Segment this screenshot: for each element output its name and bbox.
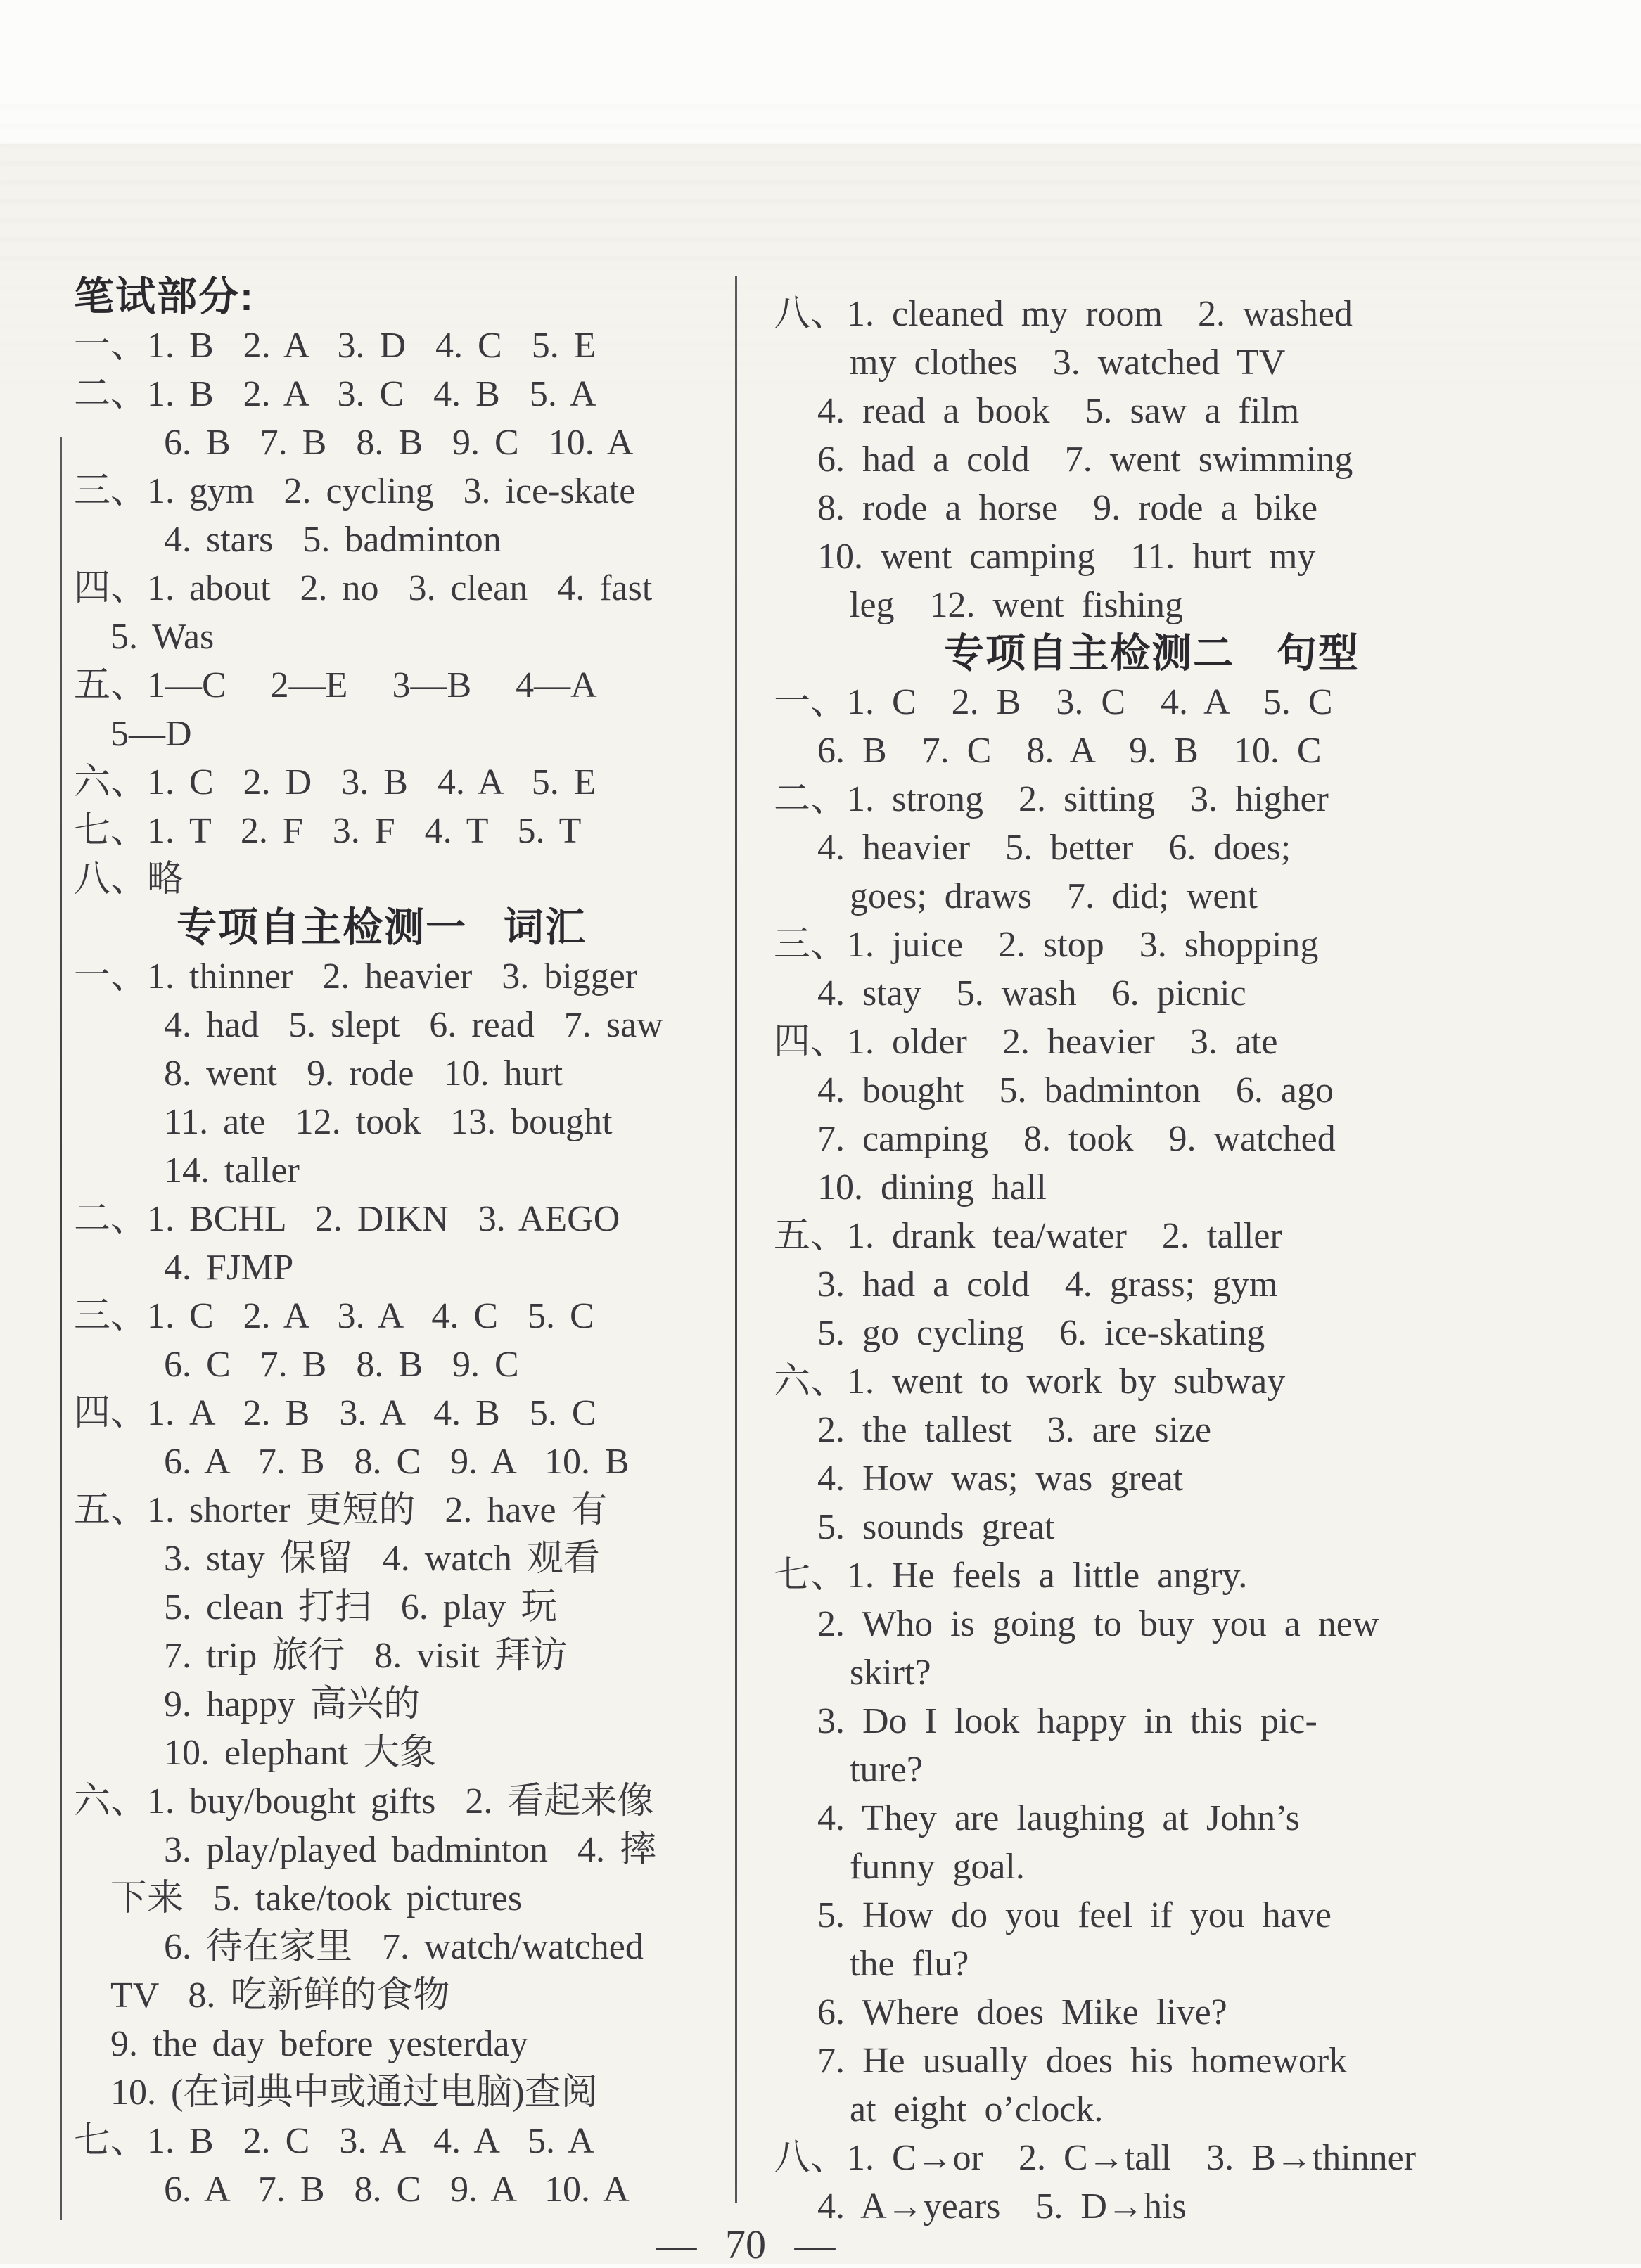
answer-line: goes; draws 7. did; went [850,876,1258,916]
answer-line: 6. A 7. B 8. C 9. A 10. A [164,2170,630,2210]
answer-line: 10. elephant 大象 [164,1733,437,1773]
answer-line: 5. go cycling 6. ice-skating [817,1313,1265,1353]
answer-line: 2. Who is going to buy you a new [817,1604,1379,1644]
answer-line: 4. read a book 5. saw a film [817,391,1300,431]
answer-line: 二、1. strong 2. sitting 3. higher [774,779,1329,819]
answer-line: 5. clean 打扫 6. play 玩 [164,1587,558,1627]
answer-line: 六、1. buy/bought gifts 2. 看起来像 [74,1781,654,1821]
answer-line: the flu? [850,1944,969,1984]
answer-line: 五、1. shorter 更短的 2. have 有 [74,1490,608,1530]
section-heading: 专项自主检测一 词汇 [177,905,587,950]
answer-line: 6. B 7. C 8. A 9. B 10. C [817,731,1322,771]
answer-line: 4. bought 5. badminton 6. ago [817,1070,1334,1110]
answer-line: 二、1. BCHL 2. DIKN 3. AEGO [74,1199,620,1239]
answer-line: 8. rode a horse 9. rode a bike [817,488,1318,528]
answer-line: 6. Where does Mike live? [817,1992,1227,2032]
section-heading: 专项自主检测二 句型 [944,631,1360,676]
answer-line: 2. the tallest 3. are size [817,1410,1212,1450]
answer-line: 11. ate 12. took 13. bought [164,1102,613,1142]
answer-line: 二、1. B 2. A 3. C 4. B 5. A [74,374,596,414]
answer-line: 5. sounds great [817,1507,1055,1547]
answer-line: 一、1. thinner 2. heavier 3. bigger [74,956,638,997]
answer-line: 七、1. B 2. C 3. A 4. A 5. A [74,2121,594,2161]
answer-line: skirt? [850,1653,931,1693]
answer-line: at eight o’clock. [850,2089,1104,2129]
answer-line: 四、1. about 2. no 3. clean 4. fast [74,568,653,608]
answer-line: TV 8. 吃新鲜的食物 [110,1975,450,2016]
column-divider-line [735,276,737,2203]
answer-line: 五、1. drank tea/water 2. taller [774,1216,1282,1256]
left-margin-line [60,437,62,2220]
answer-line: 6. A 7. B 8. C 9. A 10. B [164,1442,630,1482]
answer-line: 七、1. He feels a little angry. [774,1556,1248,1596]
answer-line: 4. had 5. slept 6. read 7. saw [164,1005,663,1045]
answer-line: 6. C 7. B 8. B 9. C [164,1345,519,1385]
answer-line: 4. stay 5. wash 6. picnic [817,973,1246,1013]
left-answer-column [74,273,732,2214]
answer-line: 5. Was [110,617,215,657]
answer-line: leg 12. went fishing [850,585,1184,625]
answer-line: 4. A→years 5. D→his [817,2186,1187,2227]
answer-line: 6. had a cold 7. went swimming [817,440,1353,480]
answer-line: 6. B 7. B 8. B 9. C 10. A [164,423,634,463]
answer-line: 9. the day before yesterday [110,2024,528,2064]
answer-line: 4. They are laughing at John’s [817,1798,1300,1838]
answer-line: 9. happy 高兴的 [164,1684,421,1724]
answer-line: 3. Do I look happy in this pic- [817,1701,1317,1741]
answer-line: 7. camping 8. took 9. watched [817,1119,1336,1159]
answer-line: 10. dining hall [817,1167,1047,1207]
answer-line: 3. play/played badminton 4. 摔 [164,1830,657,1870]
answer-line: 4. FJMP [164,1248,294,1288]
answer-line: 四、1. older 2. heavier 3. ate [774,1022,1278,1062]
page-number: — 70 — [656,2222,836,2267]
answer-line: 5. How do you feel if you have [817,1895,1332,1935]
answer-line: 5—D [110,714,192,754]
scan-bleed-artifact [0,105,1641,260]
answer-line: 4. heavier 5. better 6. does; [817,828,1291,868]
answer-line: 八、1. cleaned my room 2. washed [774,294,1353,334]
answer-line: ture? [850,1750,923,1790]
right-answer-column [774,290,1572,2231]
answer-line: 三、1. gym 2. cycling 3. ice-skate [74,471,636,511]
answer-line: 八、1. C→or 2. C→tall 3. B→thinner [774,2138,1417,2178]
answer-line: 六、1. C 2. D 3. B 4. A 5. E [74,762,596,802]
answer-line: 八、略 [74,859,184,899]
answer-line: 6. 待在家里 7. watch/watched [164,1927,644,1967]
section-heading: 笔试部分: [74,274,255,319]
answer-line: 下来 5. take/took pictures [110,1878,523,1918]
answer-line: 3. had a cold 4. grass; gym [817,1264,1278,1305]
answer-line: 4. How was; was great [817,1459,1184,1499]
answer-line: 3. stay 保留 4. watch 观看 [164,1539,600,1579]
answer-line: 7. trip 旅行 8. visit 拜访 [164,1636,568,1676]
answer-line: 六、1. went to work by subway [774,1362,1286,1402]
answer-line: 10. went camping 11. hurt my [817,537,1316,577]
answer-line: 一、1. C 2. B 3. C 4. A 5. C [774,682,1333,722]
answer-line: 10. (在词典中或通过电脑)查阅 [110,2072,598,2113]
answer-line: 7. He usually does his homework [817,2041,1348,2081]
answer-line: 一、1. B 2. A 3. D 4. C 5. E [74,326,596,366]
answer-line: 8. went 9. rode 10. hurt [164,1053,563,1094]
answer-line: 三、1. juice 2. stop 3. shopping [774,925,1319,965]
answer-line: 14. taller [164,1151,300,1191]
answer-line: 七、1. T 2. F 3. F 4. T 5. T [74,811,582,851]
answer-line: 四、1. A 2. B 3. A 4. B 5. C [74,1393,596,1433]
answer-line: 4. stars 5. badminton [164,520,502,560]
answer-line: 三、1. C 2. A 3. A 4. C 5. C [74,1296,594,1336]
answer-line: 五、1—C 2—E 3—B 4—A [74,665,597,705]
answer-line: my clothes 3. watched TV [850,342,1286,383]
answer-line: funny goal. [850,1847,1025,1887]
